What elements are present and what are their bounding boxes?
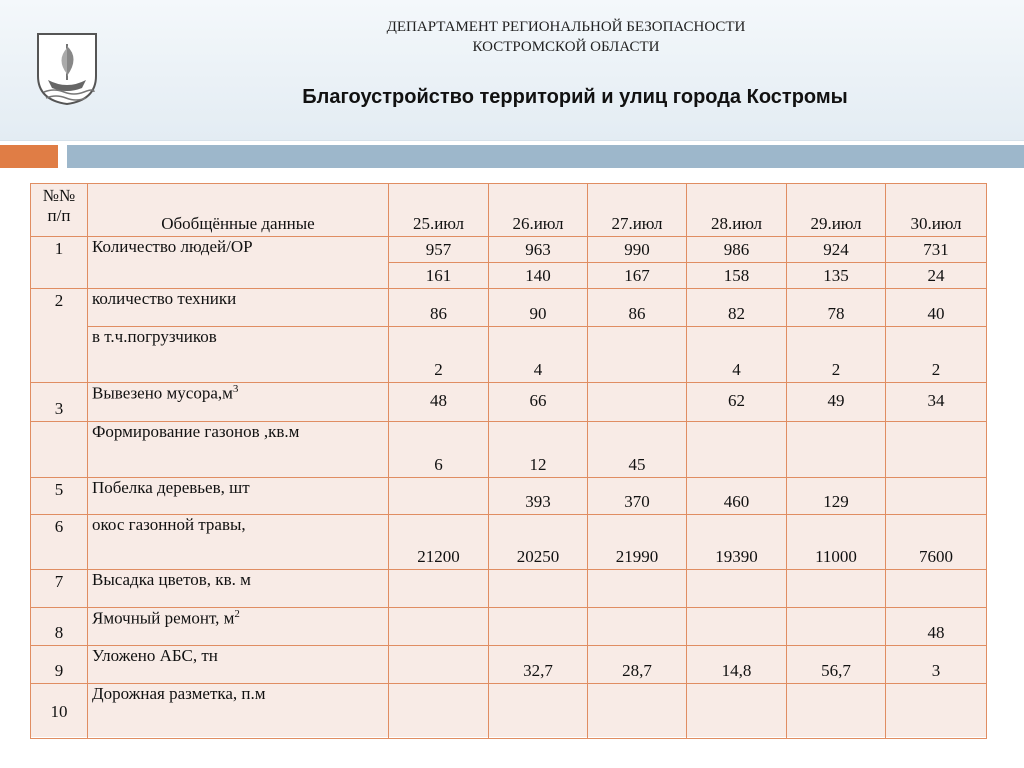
data-cell	[687, 608, 787, 646]
cell-value: 6	[434, 455, 443, 474]
data-cell	[489, 515, 588, 570]
data-table	[30, 183, 987, 739]
cell-value: 7600	[919, 547, 953, 566]
data-cell	[489, 422, 588, 478]
cell-value: 4	[533, 360, 543, 379]
cell-value: 29.июл	[810, 214, 862, 233]
row-label	[88, 646, 389, 684]
cell-value: 28.июл	[710, 214, 763, 233]
cell-value: 5	[54, 480, 64, 499]
data-cell	[886, 570, 987, 608]
data-cell	[787, 422, 886, 478]
header-date	[787, 184, 886, 237]
cell-value: 25.июл	[412, 214, 465, 233]
cell-value: 731	[923, 240, 949, 259]
table-row	[31, 383, 987, 422]
unit-superscript: 2	[234, 608, 240, 620]
data-cell	[588, 684, 687, 739]
slide-title: Благоустройство территорий и улиц города Костромы	[302, 86, 848, 108]
cell-value: 2	[54, 291, 64, 310]
header-number-line-1: №№	[42, 186, 76, 205]
data-cell	[687, 263, 787, 289]
row-label	[88, 515, 389, 570]
cell-value: 34	[927, 391, 945, 410]
data-cell	[489, 263, 588, 289]
data-cell	[687, 383, 787, 422]
data-cell	[588, 478, 687, 515]
cell-value: Дорожная разметка, п.м	[92, 684, 266, 703]
data-cell	[489, 608, 588, 646]
data-cell	[389, 608, 489, 646]
header-date	[489, 184, 588, 237]
cell-value: 26.июл	[512, 214, 564, 233]
data-cell	[886, 263, 987, 289]
row-label	[88, 608, 389, 646]
cell-value: 6	[54, 517, 64, 536]
header-date	[389, 184, 489, 237]
data-cell	[787, 289, 886, 327]
cell-value: окос газонной травы,	[92, 515, 246, 534]
data-cell	[886, 478, 987, 515]
cell-value: 129	[823, 492, 849, 511]
header-number-cell	[31, 184, 88, 237]
row-label	[88, 289, 389, 327]
cell-value: 48	[430, 391, 447, 410]
table-row	[31, 684, 987, 739]
cell-value: 963	[525, 240, 551, 259]
data-cell	[588, 383, 687, 422]
row-number	[31, 478, 88, 515]
row-number	[31, 237, 88, 289]
row-number	[31, 289, 88, 383]
cell-value: 3	[931, 661, 941, 680]
accent-bar-blue	[67, 145, 1024, 168]
cell-value: 66	[529, 391, 547, 410]
data-cell	[687, 684, 787, 739]
row-number	[31, 570, 88, 608]
header-label: Обобщённые данные	[161, 214, 315, 233]
data-cell	[687, 237, 787, 263]
header-date	[588, 184, 687, 237]
header-number-line-2: п/п	[47, 206, 71, 225]
row-label-text: Ямочный ремонт, м	[92, 608, 235, 628]
row-label-text: Вывезено мусора,м	[92, 383, 233, 403]
data-cell	[886, 383, 987, 422]
cell-value: 370	[624, 492, 650, 511]
data-cell	[489, 289, 588, 327]
header-label-cell	[88, 184, 389, 237]
data-cell	[588, 608, 687, 646]
department-line-1: ДЕПАРТАМЕНТ РЕГИОНАЛЬНОЙ БЕЗОПАСНОСТИ	[386, 19, 746, 35]
data-cell	[588, 515, 687, 570]
unit-superscript: 3	[232, 383, 239, 395]
data-cell	[389, 570, 489, 608]
cell-value: Уложено АБС, тн	[92, 646, 218, 665]
cell-value: 86	[628, 304, 646, 323]
data-cell	[687, 422, 787, 478]
data-cell	[886, 515, 987, 570]
data-cell	[489, 327, 588, 383]
data-cell	[787, 684, 886, 739]
data-cell	[588, 646, 687, 684]
header-band	[0, 0, 1024, 141]
data-cell	[787, 646, 886, 684]
data-cell	[687, 478, 787, 515]
data-cell	[787, 383, 886, 422]
data-cell	[787, 478, 886, 515]
cell-value: Высадка цветов, кв. м	[92, 570, 251, 589]
cell-value: 3	[54, 399, 64, 418]
cell-value: 7	[54, 572, 64, 591]
cell-value: в т.ч.погрузчиков	[92, 327, 217, 346]
cell-value: 21990	[615, 547, 659, 566]
data-cell	[687, 646, 787, 684]
data-cell	[687, 289, 787, 327]
data-cell	[389, 515, 489, 570]
cell-value: 19390	[715, 547, 758, 566]
table-row	[31, 478, 987, 515]
data-cell	[787, 515, 886, 570]
cell-value: 986	[723, 240, 750, 259]
data-cell	[787, 570, 886, 608]
row-number	[31, 608, 88, 646]
row-label	[88, 684, 389, 739]
cell-value: 140	[525, 266, 551, 285]
cell-value: 86	[430, 304, 447, 323]
cell-value: 4	[732, 360, 741, 379]
cell-value: 2	[931, 360, 941, 379]
kostroma-coat-of-arms-icon	[34, 30, 100, 106]
data-cell	[489, 684, 588, 739]
data-cell	[588, 570, 687, 608]
department-name	[300, 17, 832, 57]
cell-value: Количество людей/ОР	[92, 237, 253, 256]
data-cell	[787, 263, 886, 289]
row-label	[88, 422, 389, 478]
cell-value: 28,7	[622, 661, 652, 680]
data-cell	[389, 422, 489, 478]
cell-value: 30.июл	[910, 214, 962, 233]
table-row	[31, 515, 987, 570]
data-cell	[886, 289, 987, 327]
accent-bar-orange	[0, 145, 58, 168]
cell-value: 9	[54, 661, 64, 680]
cell-value: 957	[425, 240, 452, 259]
data-cell	[489, 237, 588, 263]
table-row	[31, 646, 987, 684]
row-number	[31, 383, 88, 422]
cell-value: Побелка деревьев, шт	[92, 478, 250, 497]
data-cell	[687, 515, 787, 570]
data-cell	[489, 570, 588, 608]
row-label	[88, 237, 389, 289]
cell-value: 24	[927, 266, 945, 285]
data-cell	[389, 684, 489, 739]
data-cell	[389, 327, 489, 383]
cell-value: Формирование газонов ,кв.м	[92, 422, 300, 441]
cell-value: 48	[927, 623, 945, 642]
data-cell	[489, 646, 588, 684]
cell-value: 1	[54, 239, 64, 258]
data-cell	[588, 289, 687, 327]
table-row	[31, 422, 987, 478]
data-cell	[588, 237, 687, 263]
cell-value: 924	[823, 240, 849, 259]
row-number	[31, 422, 88, 478]
row-number	[31, 646, 88, 684]
data-cell	[389, 263, 489, 289]
cell-value: 56,7	[821, 661, 851, 680]
table-row	[31, 327, 987, 383]
cell-value: 8	[54, 623, 64, 642]
cell-value: 167	[624, 266, 650, 285]
cell-value: 460	[723, 492, 750, 511]
department-line-2: КОСТРОМСКОЙ ОБЛАСТИ	[472, 39, 660, 55]
data-cell	[886, 684, 987, 739]
cell-value: 161	[425, 266, 452, 285]
table-row	[31, 570, 987, 608]
header-date	[886, 184, 987, 237]
table-row	[31, 608, 987, 646]
data-cell	[389, 383, 489, 422]
cell-value: 82	[728, 304, 745, 323]
cell-value: 45	[628, 455, 646, 474]
cell-value: 10	[50, 702, 68, 721]
data-cell	[687, 570, 787, 608]
data-cell	[389, 646, 489, 684]
row-number	[31, 515, 88, 570]
data-cell	[588, 422, 687, 478]
cell-value: 393	[525, 492, 551, 511]
cell-value: 135	[823, 266, 849, 285]
cell-value: количество техники	[92, 289, 237, 308]
row-label	[88, 478, 389, 515]
data-cell	[886, 327, 987, 383]
data-cell	[389, 478, 489, 515]
data-cell	[886, 646, 987, 684]
cell-value: 62	[728, 391, 745, 410]
data-cell	[489, 383, 588, 422]
table-header-row	[31, 184, 987, 237]
cell-value: 990	[624, 240, 650, 259]
row-label	[88, 383, 389, 422]
data-cell	[588, 327, 687, 383]
data-cell	[787, 327, 886, 383]
cell-value: 90	[529, 304, 547, 323]
data-cell	[886, 237, 987, 263]
data-cell	[489, 478, 588, 515]
cell-value: 21200	[417, 547, 460, 566]
table-row	[31, 237, 987, 263]
cell-value: 40	[927, 304, 945, 323]
cell-value: 78	[827, 304, 845, 323]
data-cell	[687, 327, 787, 383]
header-date	[687, 184, 787, 237]
cell-value: 32,7	[523, 661, 553, 680]
data-cell	[588, 263, 687, 289]
data-cell	[787, 608, 886, 646]
data-cell	[389, 237, 489, 263]
cell-value: 14,8	[721, 661, 752, 680]
row-label	[88, 327, 389, 383]
cell-value: 158	[723, 266, 750, 285]
row-number	[31, 684, 88, 739]
data-cell	[389, 289, 489, 327]
cell-value: 2	[831, 360, 841, 379]
cell-value: 2	[434, 360, 443, 379]
cell-value: 49	[827, 391, 845, 410]
cell-value: 20250	[516, 547, 560, 566]
table-row	[31, 289, 987, 327]
cell-value: 11000	[815, 547, 857, 566]
data-cell	[787, 237, 886, 263]
cell-value: 12	[529, 455, 547, 474]
data-table-container	[30, 183, 986, 737]
data-cell	[886, 422, 987, 478]
row-label	[88, 570, 389, 608]
data-cell	[886, 608, 987, 646]
cell-value: 27.июл	[611, 214, 663, 233]
